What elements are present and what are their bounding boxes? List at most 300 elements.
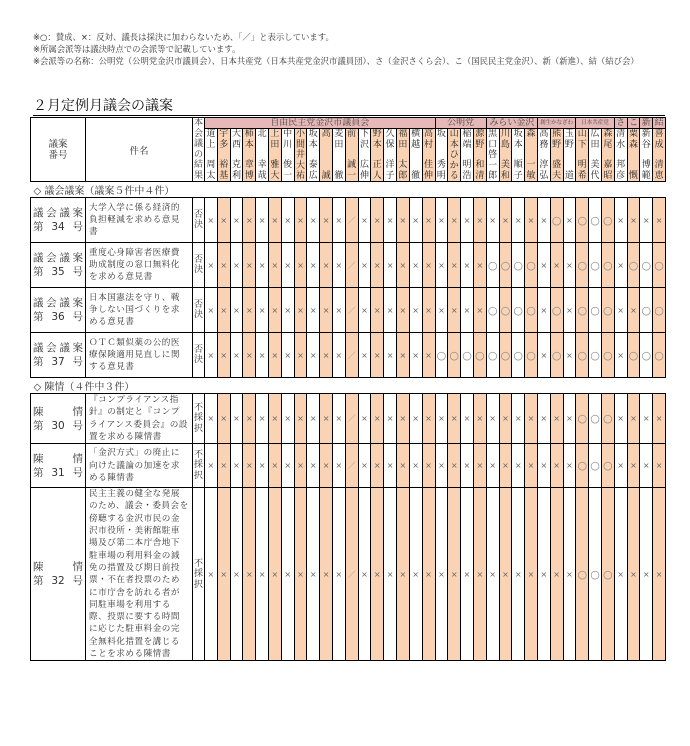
vote-cell: ×	[499, 488, 512, 661]
item-result	[193, 394, 205, 444]
vote-cell: ×	[358, 488, 371, 661]
vote-cell: ×	[486, 198, 499, 243]
item-result	[193, 198, 205, 243]
member-given-name: ひかる	[449, 150, 459, 181]
member-name	[550, 129, 563, 182]
vote-cell: ×	[396, 488, 409, 661]
vote-cell: ×	[640, 488, 653, 661]
vote-cell: ×	[217, 444, 230, 488]
vote-cell: ×	[268, 394, 281, 444]
vote-cell: ×	[384, 288, 397, 333]
vote-cell: ×	[217, 288, 230, 333]
vote-cell: ×	[371, 198, 384, 243]
vote-cell: ○	[601, 394, 614, 444]
vote-cell: ○	[525, 288, 538, 333]
vote-cell: ○	[653, 333, 666, 378]
member-surname: 大西	[231, 129, 241, 150]
item-number: 議 会 議 案 第 34 号	[31, 198, 86, 243]
member-name	[640, 129, 653, 182]
vote-cell: ×	[230, 333, 243, 378]
vote-cell: ×	[384, 198, 397, 243]
member-given-name: 啓一郎	[488, 150, 498, 181]
member-surname: 山本	[449, 129, 459, 150]
vote-cell: ×	[307, 488, 320, 661]
note-party-names: ※会派等の名称：公明党（公明党金沢市議員会）、日本共産党（日本共産党金沢市議員団）、さ（金沢さくら会）、こ（国民民主党金沢）、新（新進）、結（結び会）	[33, 56, 639, 66]
party-header: 公明党	[435, 118, 486, 129]
member-name	[217, 129, 230, 182]
vote-cell: ×	[409, 333, 422, 378]
party-header: こ	[628, 118, 638, 128]
vote-cell: ×	[614, 444, 627, 488]
vote-cell: ／	[345, 394, 358, 444]
member-surname: 山下	[577, 129, 587, 150]
vote-cell: ×	[205, 243, 218, 288]
vote-cell: ○	[486, 333, 499, 378]
member-surname: 熊野	[552, 129, 562, 150]
vote-cell: ×	[563, 198, 576, 243]
vote-cell: ×	[512, 198, 525, 243]
member-given-name: 章博	[244, 160, 254, 181]
member-name	[294, 129, 307, 182]
vote-cell: ×	[422, 288, 435, 333]
item-title: 大学入学に係る経済的負担軽減を求める意見書	[86, 198, 193, 243]
vote-cell: ×	[217, 198, 230, 243]
item-result	[193, 488, 205, 661]
member-given-name: 道	[564, 170, 574, 181]
vote-cell: ×	[537, 444, 550, 488]
item-title: 「金沢方式」の廃止に向けた議論の加速を求める陳情書	[86, 444, 193, 488]
section-label: ◇ 議会議案（議案５件中４件）	[31, 182, 666, 198]
vote-cell: ×	[358, 333, 371, 378]
member-surname: 喜成	[654, 129, 664, 150]
vote-cell: ×	[525, 394, 538, 444]
vote-cell: ○	[601, 333, 614, 378]
vote-cell: ×	[268, 488, 281, 661]
vote-cell: ○	[435, 333, 448, 378]
member-surname: 源野	[475, 129, 485, 150]
vote-cell: ○	[550, 288, 563, 333]
member-given-name: 秀明	[436, 160, 446, 181]
vote-cell: ×	[448, 288, 461, 333]
vote-cell: ×	[256, 243, 269, 288]
vote-cell: ×	[461, 243, 474, 288]
vote-cell: ×	[473, 288, 486, 333]
member-given-name: 周太	[206, 160, 216, 181]
member-surname: 道上	[206, 129, 216, 150]
vote-cell: ×	[550, 488, 563, 661]
member-given-name: 美代	[590, 160, 600, 181]
table-row	[31, 488, 666, 661]
vote-cell: ×	[358, 198, 371, 243]
vote-cell: ×	[205, 333, 218, 378]
item-number: 陳 情 第 30 号	[31, 394, 86, 444]
vote-cell: ×	[332, 288, 345, 333]
vote-cell: ×	[563, 288, 576, 333]
member-given-name: 美和	[500, 160, 510, 181]
table-row	[31, 198, 666, 243]
vote-cell: ×	[614, 394, 627, 444]
vote-cell: ×	[371, 488, 384, 661]
member-name	[461, 129, 474, 182]
item-number: 議 会 議 案 第 37 号	[31, 333, 86, 378]
vote-cell: ×	[448, 444, 461, 488]
vote-cell: ○	[589, 198, 602, 243]
vote-cell: ×	[230, 444, 243, 488]
party-header: みらい金沢	[486, 118, 537, 129]
vote-cell: ○	[461, 333, 474, 378]
item-no: 36	[51, 311, 65, 323]
vote-cell: ×	[396, 288, 409, 333]
vote-cell: ×	[409, 488, 422, 661]
vote-cell: ×	[512, 394, 525, 444]
vote-cell: ×	[256, 394, 269, 444]
vote-cell: ○	[512, 243, 525, 288]
table-row	[31, 333, 666, 378]
vote-cell: ×	[256, 198, 269, 243]
vote-cell: ／	[345, 288, 358, 333]
vote-cell: ×	[627, 288, 640, 333]
member-given-name: 幸哉	[257, 160, 267, 181]
vote-cell: ×	[396, 444, 409, 488]
header-title: 件名	[86, 118, 193, 182]
member-surname: 高	[321, 129, 331, 139]
vote-cell: ×	[627, 394, 640, 444]
vote-cell: ×	[550, 243, 563, 288]
member-name	[396, 129, 409, 182]
vote-cell: ×	[243, 288, 256, 333]
vote-cell: ○	[653, 288, 666, 333]
vote-cell: ×	[473, 394, 486, 444]
member-name	[332, 129, 345, 182]
vote-cell: ×	[627, 444, 640, 488]
vote-cell: ×	[268, 288, 281, 333]
vote-cell: ×	[396, 394, 409, 444]
member-given-name: 泰広	[308, 160, 318, 181]
member-surname: 玉野	[564, 129, 574, 150]
member-given-name: 佳伸	[424, 160, 434, 181]
vote-cell: ×	[435, 288, 448, 333]
vote-cell: ×	[461, 198, 474, 243]
member-given-name: 博範	[641, 160, 651, 181]
vote-cell: ×	[563, 444, 576, 488]
member-name	[230, 129, 243, 182]
header-number-label: 議案番号	[48, 138, 68, 161]
vote-cell: ×	[294, 488, 307, 661]
vote-cell: ×	[422, 243, 435, 288]
vote-cell: ×	[281, 488, 294, 661]
vote-cell: ×	[422, 394, 435, 444]
vote-cell: ×	[627, 198, 640, 243]
member-name	[473, 129, 486, 182]
member-name	[307, 129, 320, 182]
table-row	[31, 288, 666, 333]
vote-cell: ×	[614, 333, 627, 378]
item-title: ＯＴＣ類似薬の公的医療保険適用見直しに関する意見書	[86, 333, 193, 378]
vote-cell: ×	[435, 444, 448, 488]
member-given-name: 邦彦	[616, 160, 626, 181]
item-no: 32	[51, 575, 65, 588]
vote-cell: ×	[512, 488, 525, 661]
section-row	[31, 182, 666, 198]
member-name	[422, 129, 435, 182]
vote-cell: ○	[576, 394, 589, 444]
vote-cell: ×	[563, 394, 576, 444]
vote-cell: ×	[640, 198, 653, 243]
member-surname: 森尾	[603, 129, 613, 150]
vote-cell: ×	[537, 288, 550, 333]
vote-cell: ×	[653, 198, 666, 243]
vote-cell: ×	[307, 394, 320, 444]
vote-cell: ×	[358, 394, 371, 444]
item-title: 『コンプライアンス指針』の制定と『コンプライアンス委員会』の設置を求める陳情書	[86, 394, 193, 444]
vote-cell: ×	[409, 198, 422, 243]
member-surname: 坂	[436, 129, 446, 139]
vote-cell: ×	[205, 444, 218, 488]
vote-cell: ×	[653, 394, 666, 444]
member-name	[371, 129, 384, 182]
vote-cell: ×	[563, 488, 576, 661]
member-name	[256, 129, 269, 182]
vote-cell: ×	[384, 394, 397, 444]
vote-cell: ×	[640, 394, 653, 444]
item-title: 民主主義の健全な発展のため、議会・委員会を傍聴する金沢市民の金沢市役所・美術館駐車場及び第二本庁舎地下駐車場の利用料金の減免の措置及び期日前投票・不在者投票のために市庁舎を訪れる者が同駐車場を利用する際、投票に要する時間に応じた駐車料金の完全無料化措置を講じることを求める陳情書	[86, 488, 193, 661]
member-given-name: 誠一	[347, 160, 357, 181]
vote-cell: ×	[205, 198, 218, 243]
vote-cell: ○	[627, 243, 640, 288]
vote-cell: ×	[486, 488, 499, 661]
vote-cell: ×	[473, 198, 486, 243]
member-name	[486, 129, 499, 182]
member-name	[653, 129, 666, 182]
member-surname: 坂本	[513, 129, 523, 150]
vote-cell: ×	[217, 333, 230, 378]
vote-cell: ○	[448, 333, 461, 378]
vote-cell: ×	[358, 243, 371, 288]
vote-cell: ○	[512, 288, 525, 333]
member-name	[589, 129, 602, 182]
vote-cell: ×	[320, 488, 333, 661]
vote-cell: ×	[563, 333, 576, 378]
item-result-label: 否決	[194, 209, 204, 230]
header-number	[31, 118, 86, 182]
vote-cell: ×	[294, 243, 307, 288]
vote-cell: ○	[486, 288, 499, 333]
vote-cell: ×	[294, 444, 307, 488]
vote-cell: ×	[217, 488, 230, 661]
member-surname: 横越	[411, 129, 421, 150]
party-header: 自由民主党金沢市議員会	[205, 118, 436, 129]
vote-cell: ○	[499, 243, 512, 288]
vote-cell: ×	[256, 488, 269, 661]
vote-cell: ○	[640, 333, 653, 378]
vote-cell: ×	[396, 333, 409, 378]
vote-cell: ×	[448, 198, 461, 243]
vote-cell: ×	[473, 444, 486, 488]
vote-cell: ×	[396, 243, 409, 288]
table-row	[31, 394, 666, 444]
party-header: さ	[616, 118, 626, 128]
table-row	[31, 243, 666, 288]
item-no: 31	[51, 466, 65, 479]
member-surname: 北	[257, 129, 267, 139]
vote-cell: ×	[243, 198, 256, 243]
vote-cell: ×	[268, 198, 281, 243]
member-given-name: 淳弘	[539, 160, 549, 181]
vote-cell: ×	[307, 444, 320, 488]
member-surname: 中川	[283, 129, 293, 150]
vote-cell: ×	[281, 333, 294, 378]
vote-cell: ×	[358, 444, 371, 488]
vote-cell: ×	[537, 198, 550, 243]
vote-cell: ○	[627, 333, 640, 378]
vote-cell: ×	[256, 288, 269, 333]
vote-cell: ×	[268, 333, 281, 378]
vote-cell: ×	[448, 394, 461, 444]
vote-cell: ×	[320, 198, 333, 243]
item-result	[193, 243, 205, 288]
member-surname: 粟森	[628, 129, 638, 150]
vote-cell: ×	[332, 198, 345, 243]
member-name	[499, 129, 512, 182]
vote-cell: ×	[614, 288, 627, 333]
member-given-name: 順子	[513, 160, 523, 181]
vote-cell: ×	[268, 243, 281, 288]
item-result	[193, 288, 205, 333]
page-title: ２月定例月議会の議案	[33, 98, 665, 116]
vote-cell: ×	[384, 488, 397, 661]
vote-cell: ○	[601, 288, 614, 333]
member-name	[512, 129, 525, 182]
vote-cell: ×	[320, 333, 333, 378]
vote-cell: ○	[525, 243, 538, 288]
vote-cell: ×	[371, 394, 384, 444]
table-row	[31, 444, 666, 488]
vote-cell: ×	[409, 394, 422, 444]
vote-cell: ×	[499, 444, 512, 488]
vote-cell: ×	[640, 444, 653, 488]
vote-cell: ×	[307, 198, 320, 243]
member-given-name: 裕基	[219, 160, 229, 181]
vote-cell: ○	[499, 288, 512, 333]
member-surname: 柿本	[244, 129, 254, 150]
member-given-name: 一敏	[526, 160, 536, 181]
member-given-name: 大祐	[295, 160, 305, 181]
member-surname: 森	[526, 129, 536, 139]
vote-cell: ×	[384, 333, 397, 378]
vote-cell: ×	[422, 444, 435, 488]
vote-cell: ×	[461, 444, 474, 488]
vote-cell: ○	[550, 198, 563, 243]
item-result-label: 否決	[194, 344, 204, 365]
member-name	[435, 129, 448, 182]
party-header: 創生かなざわ	[537, 118, 575, 129]
vote-cell: ×	[422, 198, 435, 243]
vote-cell: ×	[230, 288, 243, 333]
vote-cell: ×	[332, 394, 345, 444]
member-given-name: 克利	[231, 160, 241, 181]
vote-cell: ○	[589, 488, 602, 661]
vote-cell: ×	[409, 288, 422, 333]
vote-cell: ○	[576, 198, 589, 243]
item-result	[193, 333, 205, 378]
member-given-name: 徹	[334, 170, 344, 181]
member-name	[243, 129, 256, 182]
section-row	[31, 378, 666, 394]
vote-cell: ／	[345, 488, 358, 661]
vote-cell: ×	[243, 243, 256, 288]
vote-cell: ×	[461, 488, 474, 661]
member-name	[448, 129, 461, 182]
member-surname: 高村	[424, 129, 434, 150]
member-given-name: 太郎	[398, 160, 408, 181]
vote-table	[30, 117, 666, 661]
member-surname: 上田	[270, 129, 280, 150]
member-name	[268, 129, 281, 182]
vote-cell: ×	[205, 288, 218, 333]
vote-cell: ×	[653, 444, 666, 488]
vote-cell: ×	[537, 394, 550, 444]
member-name	[205, 129, 218, 182]
vote-cell: ×	[422, 488, 435, 661]
member-surname: 久保	[385, 129, 395, 150]
member-name	[358, 129, 371, 182]
vote-cell: ○	[601, 198, 614, 243]
item-number: 陳 情 第 31 号	[31, 444, 86, 488]
vote-cell: ×	[614, 198, 627, 243]
vote-cell: ×	[332, 488, 345, 661]
vote-cell: ×	[320, 243, 333, 288]
member-name	[409, 129, 422, 182]
vote-cell: ×	[512, 444, 525, 488]
header-result-label: 本会議の結果	[194, 118, 204, 181]
vote-cell: ×	[486, 394, 499, 444]
vote-cell: ×	[550, 394, 563, 444]
vote-cell: ×	[307, 243, 320, 288]
vote-cell: ×	[525, 198, 538, 243]
item-result-label: 否決	[194, 299, 204, 320]
item-result-label: 不採択	[194, 558, 204, 590]
member-surname: 福田	[398, 129, 408, 150]
vote-cell: ×	[205, 394, 218, 444]
vote-cell: ×	[358, 288, 371, 333]
item-no: 30	[51, 419, 65, 432]
vote-cell: ○	[512, 333, 525, 378]
vote-cell: ／	[345, 198, 358, 243]
vote-cell: ×	[384, 444, 397, 488]
vote-cell: ×	[435, 243, 448, 288]
member-surname: 稲端	[462, 129, 472, 150]
vote-cell: ×	[550, 444, 563, 488]
vote-cell: ×	[205, 488, 218, 661]
vote-cell: ×	[281, 243, 294, 288]
vote-cell: ×	[396, 198, 409, 243]
vote-cell: ○	[601, 488, 614, 661]
item-result	[193, 444, 205, 488]
member-name	[281, 129, 294, 182]
vote-cell: ×	[243, 444, 256, 488]
vote-cell: ×	[537, 488, 550, 661]
vote-cell: ×	[435, 488, 448, 661]
item-no: 35	[51, 266, 65, 278]
vote-cell: ×	[332, 243, 345, 288]
vote-cell: ×	[332, 333, 345, 378]
vote-cell: ○	[589, 333, 602, 378]
vote-cell: ×	[256, 444, 269, 488]
item-number: 陳 情 第 32 号	[31, 488, 86, 661]
party-header: 新	[641, 118, 651, 128]
member-given-name: 嘉昭	[603, 160, 613, 181]
vote-cell: ×	[435, 394, 448, 444]
